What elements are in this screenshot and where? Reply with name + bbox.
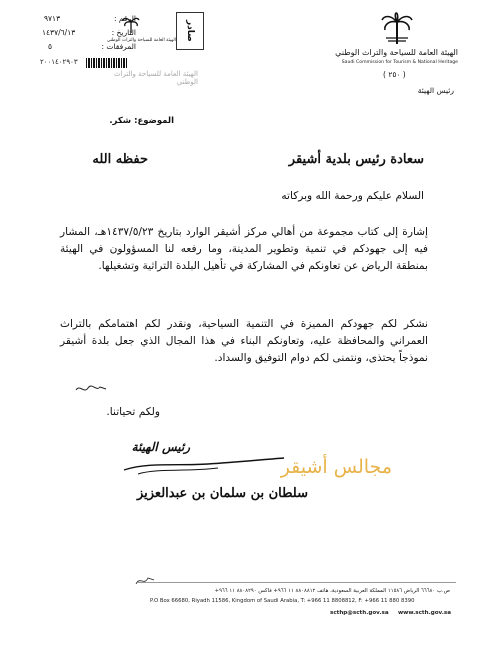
ref-code: ( ٢٥٠ ) [383, 70, 406, 79]
footer-scribble [134, 574, 156, 588]
footer-website: www.scth.gov.sa [398, 610, 451, 616]
signature-title: رئيس الهيئة [131, 440, 190, 454]
handwritten-initial [74, 380, 108, 396]
paragraph-2: نشكر لكم جهودكم المميزة في التنمية السياحية، ونقدر لكم اهتمامكم بالتراث العمراني والمحافظة عليه، وتعاونكم البناء في هذا المجال الذي جعل بلدة أشيقر نموذجاً يحتذى، ونتمنى لكم دوام التوفيق والسداد. [60, 318, 428, 364]
watermark-overlay: مجالس أشيقر [280, 456, 392, 478]
office-title: رئيس الهيئة [417, 86, 454, 95]
subject-line: الموضوع: شكر. [109, 116, 174, 126]
outgoing-stamp [36, 8, 216, 84]
footer-line-en: P.O Box 66680, Riyadh 11586, Kingdom of Saudi Arabia, T: +966 11 8808812, F: +966 11 880 8390 [150, 598, 415, 604]
palm-logo-icon [380, 8, 414, 46]
closing: ولكم تحياتنا. [106, 406, 160, 418]
barcode-number: ٢٠٠١٤٠٢٩٠٣ [40, 58, 78, 66]
stamp-brand-box [176, 12, 204, 50]
handwritten-signature [118, 452, 288, 482]
stamp-number-label: الرقم : [114, 14, 136, 23]
signature-name: سلطان بن سلمان بن عبدالعزيز [136, 486, 308, 501]
greeting: السلام عليكم ورحمة الله وبركاته [281, 190, 424, 202]
stamp-attachments-label: المرفقات : [101, 42, 136, 51]
barcode [86, 58, 128, 68]
stamp-date-value: ١٤٣٧/٦/١٣ [42, 28, 76, 37]
stamp-date-label: التاريخ : [111, 28, 136, 37]
footer-divider [138, 582, 456, 583]
paragraph-1: إشارة إلى كتاب مجموعة من أهالي مركز أشيقر الوارد بتاريخ ١٤٣٧/٥/٢٣هـ، المشار فيه إلى جهودكم في تنمية وتطوير المدينة، وما رفعه لنا المسؤولون في الهيئة بمنطقة الرياض عن تعاونكم في المشاركة في تأهيل البلدة التراثية وتشغيلها. [60, 226, 428, 272]
stamp-attachments-value: ٥ [48, 42, 53, 51]
salutation-recipient: سعادة رئيس بلدية أشيقر [288, 152, 424, 167]
stamp-faded-line: الهيئة العامة للسياحة والتراث الوطني [113, 70, 198, 86]
org-name-en: Saudi Commission for Tourism & National Heritage [341, 60, 458, 65]
stamp-logo-icon [122, 14, 140, 34]
footer-email: scthp@scth.gov.sa [330, 610, 389, 616]
stamp-number-value: ٩٧١٣ [44, 14, 61, 23]
stamp-org-line: الهيئة العامة للسياحة والتراث الوطني [106, 38, 176, 43]
salutation-closing: حفظه الله [92, 152, 148, 167]
stamp-brand: صادر [185, 20, 195, 42]
footer-line-ar: ص.ب ٦٦٦٨٠ الرياض ١١٥٨٦ المملكة العربية السعودية، هاتف ٨٨٠٨٨١٢ ١١ ٩٦٦+ فاكس ٨٨٠٨٢٩٠ ١١ ٩٦٦+ [214, 588, 450, 594]
org-name-ar: الهيئة العامة للسياحة والتراث الوطني [335, 48, 458, 57]
org-logo [380, 8, 414, 46]
